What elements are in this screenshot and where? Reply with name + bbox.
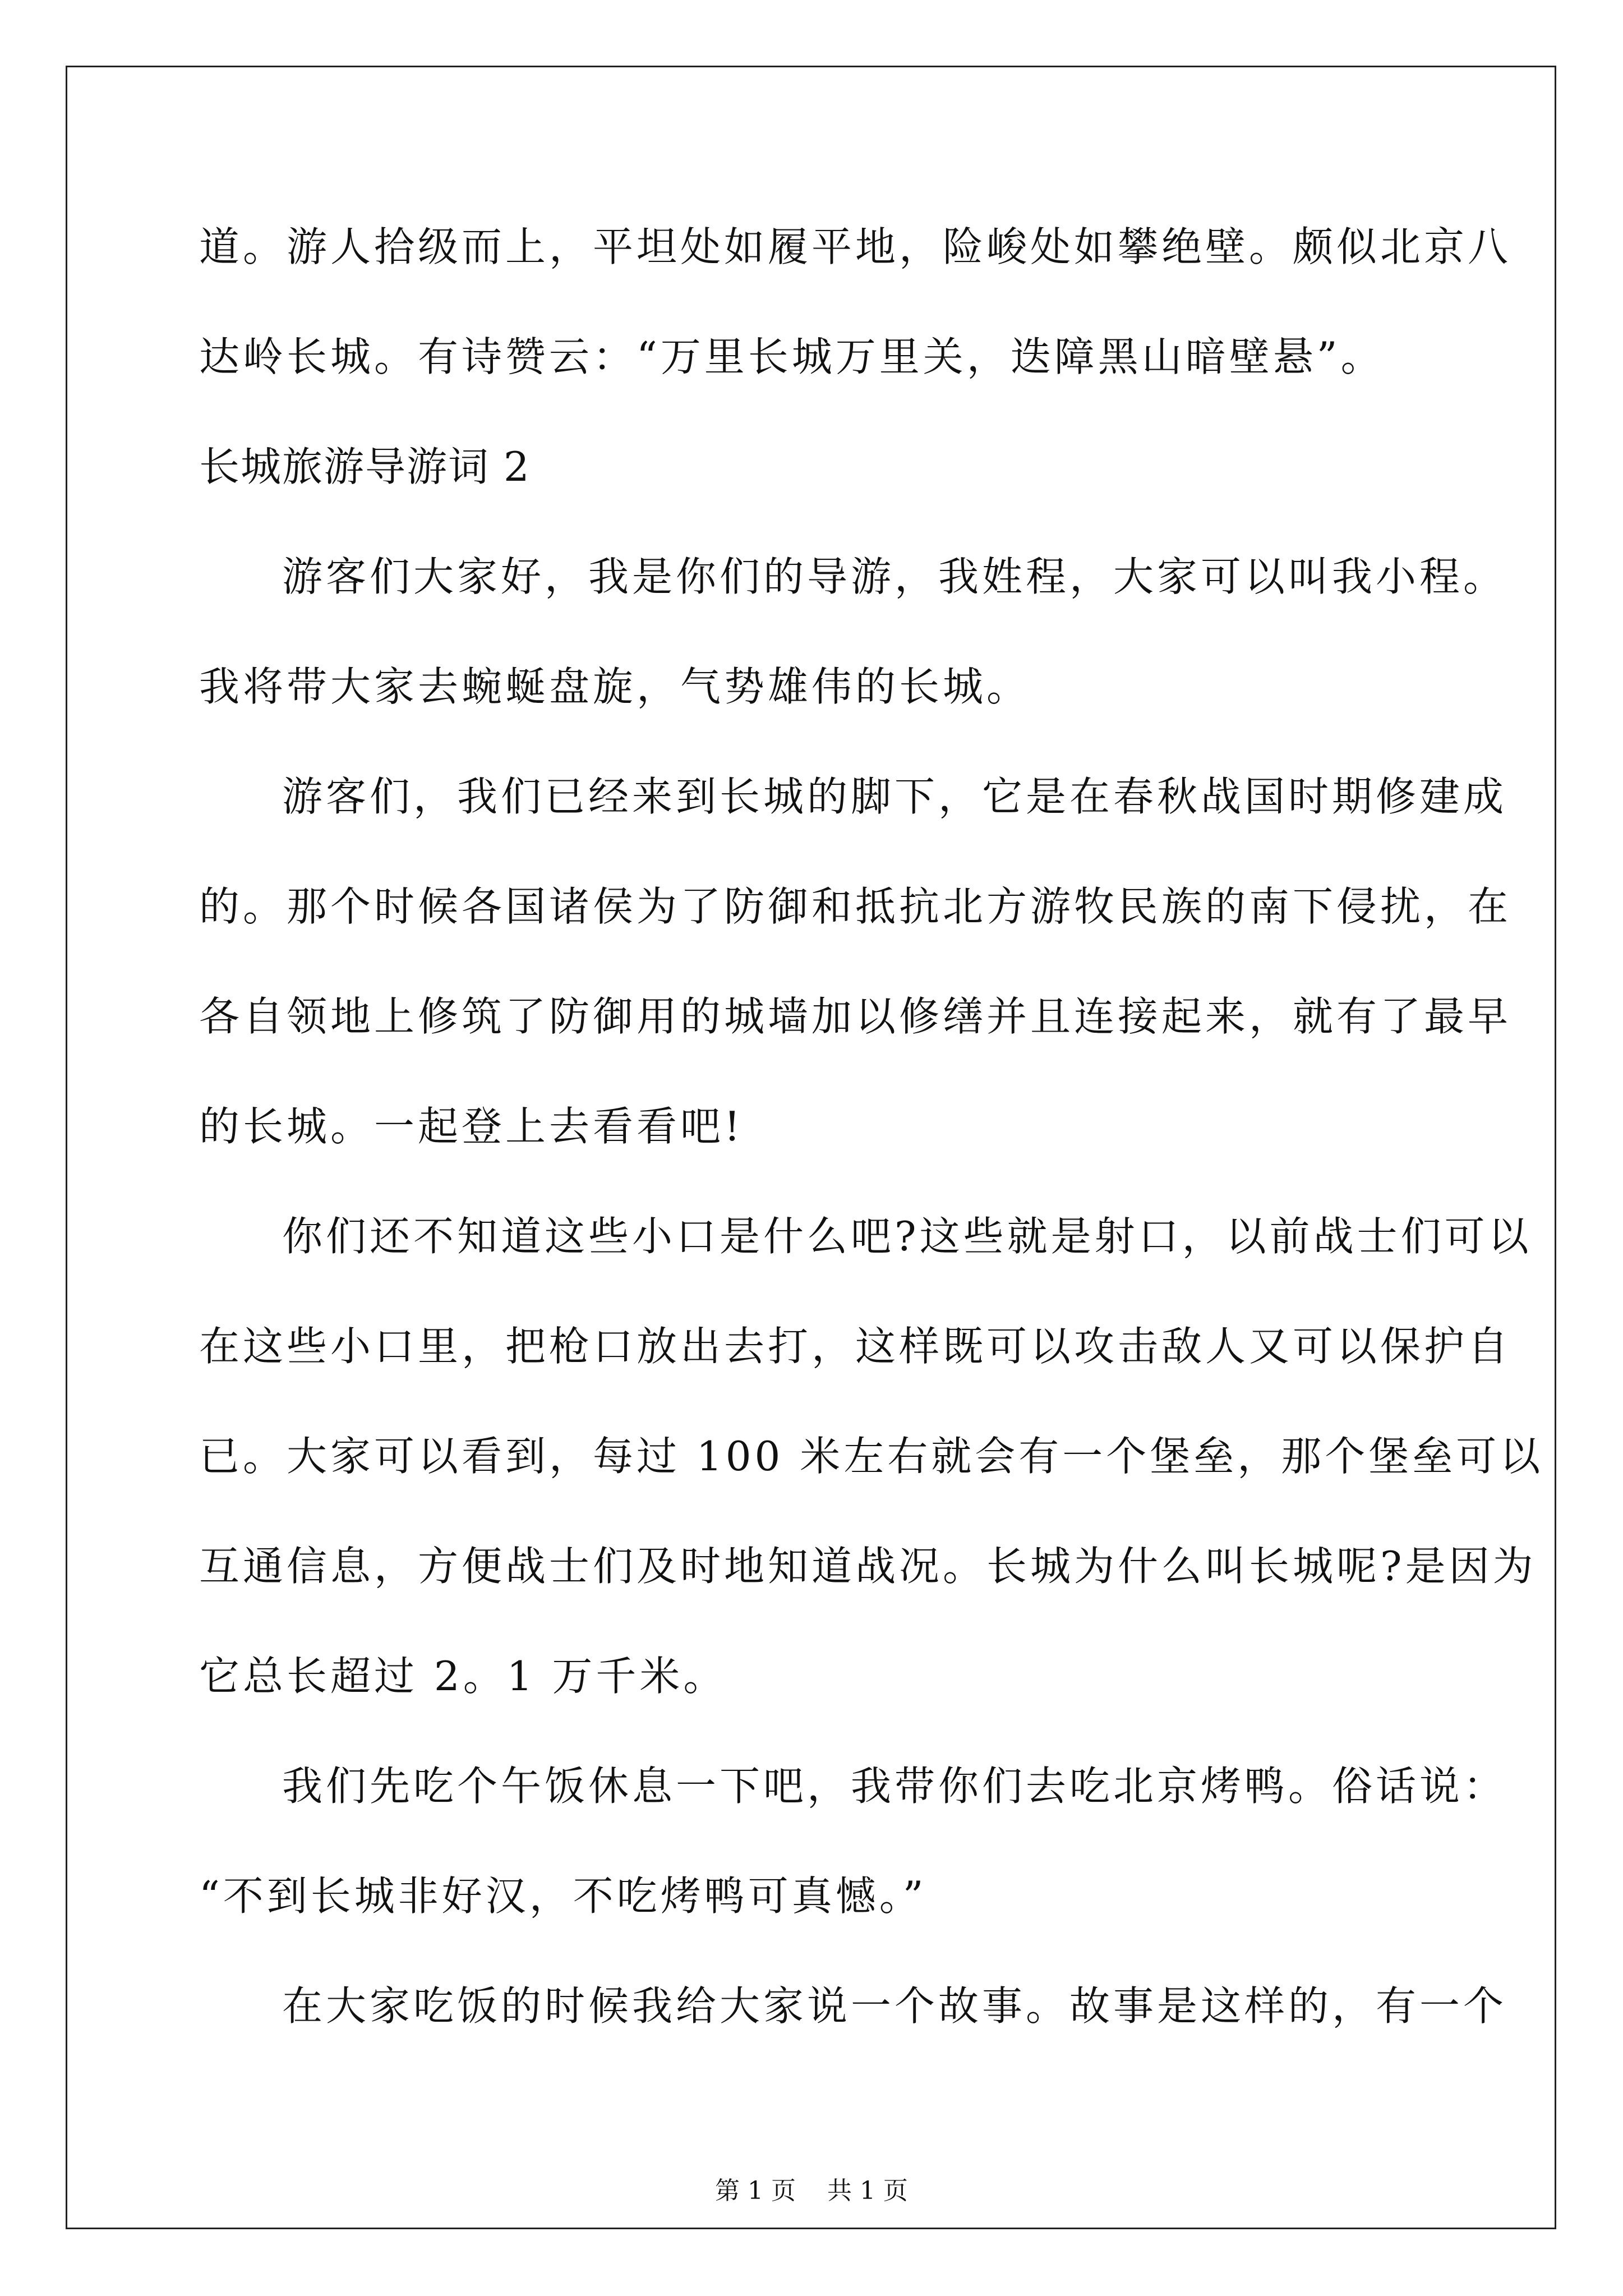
text-line: 它总长超过 2。1 万千米。	[199, 1653, 727, 1700]
page-footer: 第 1 页 共 1 页	[715, 2177, 908, 2205]
text-line: 已。大家可以看到，每过 100 米左右就会有一个堡垒，那个堡垒可以	[199, 1433, 1544, 1480]
text-line: 各自领地上修筑了防御用的城墙加以修缮并且连接起来，就有了最早	[199, 993, 1512, 1040]
text-line: 的长城。一起登上去看看吧!	[199, 1103, 744, 1150]
text-line: 游客们大家好，我是你们的导游，我姓程，大家可以叫我小程。	[282, 553, 1507, 600]
text-line: 你们还不知道这些小口是什么吧?这些就是射口，以前战士们可以	[282, 1213, 1532, 1260]
document-body	[199, 213, 1544, 2082]
text-line: 游客们，我们已经来到长城的脚下，它是在春秋战国时期修建成	[282, 773, 1507, 820]
text-line: 我们先吃个午饭休息一下吧，我带你们去吃北京烤鸭。俗话说：	[282, 1763, 1507, 1810]
text-line: 互通信息，方便战士们及时地知道战况。长城为什么叫长城呢?是因为	[199, 1543, 1537, 1590]
text-line: 在大家吃饭的时候我给大家说一个故事。故事是这样的，有一个	[282, 1982, 1507, 2030]
text-line: 我将带大家去蜿蜒盘旋，气势雄伟的长城。	[199, 663, 1031, 710]
section-heading: 长城旅游导游词 2	[199, 443, 531, 490]
text-line: 达岭长城。有诗赞云：“万里长城万里关，迭障黑山暗壁悬”。	[199, 333, 1385, 380]
text-line: “不到长城非好汉，不吃烤鸭可真憾。”	[199, 1872, 927, 1920]
text-line: 在这些小口里，把枪口放出去打，这样既可以攻击敌人又可以保护自	[199, 1323, 1512, 1370]
text-line: 道。游人拾级而上，平坦处如履平地，险峻处如攀绝壁。颇似北京八	[199, 223, 1512, 270]
text-line: 的。那个时候各国诸侯为了防御和抵抗北方游牧民族的南下侵扰，在	[199, 883, 1512, 930]
